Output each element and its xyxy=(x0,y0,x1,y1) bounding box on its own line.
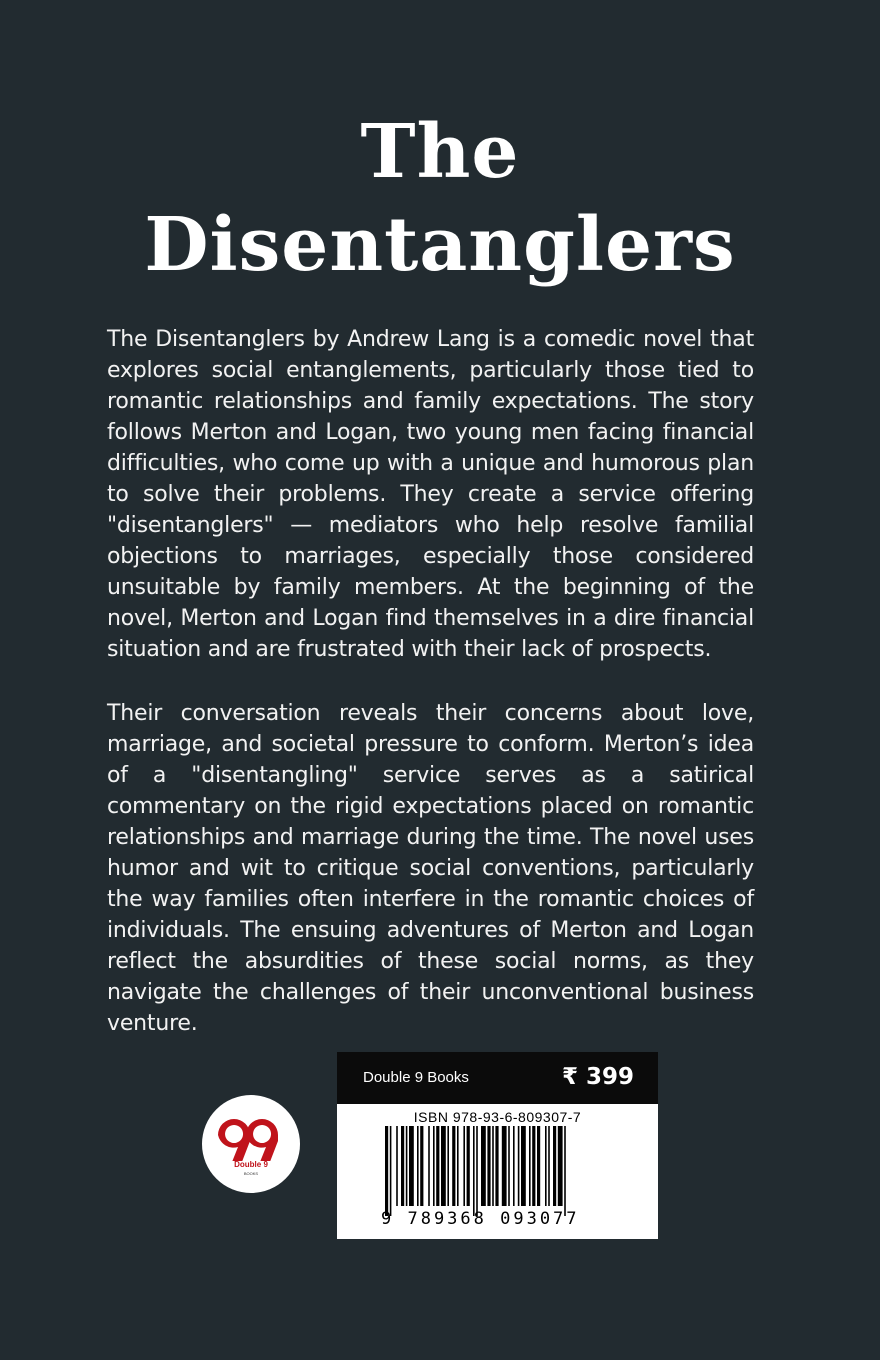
barcode-bar xyxy=(473,1126,475,1216)
publisher-logo xyxy=(202,1095,300,1193)
barcode-bar xyxy=(532,1126,535,1206)
barcode-bar xyxy=(396,1126,398,1206)
barcode-bar xyxy=(467,1126,470,1206)
barcode-bar xyxy=(545,1126,547,1206)
barcode-bar xyxy=(518,1126,520,1206)
barcode-bar xyxy=(441,1126,446,1206)
barcode-bar xyxy=(457,1126,459,1206)
barcode-bar xyxy=(487,1126,490,1206)
barcode-bar xyxy=(428,1126,430,1206)
barcode-bar xyxy=(401,1126,404,1206)
barcode-bar xyxy=(502,1126,507,1206)
barcode-bar xyxy=(436,1126,439,1206)
title-line-2: Disentanglers xyxy=(144,202,736,288)
barcode-bar xyxy=(463,1126,465,1206)
barcode-bar xyxy=(564,1126,566,1216)
barcode-bar xyxy=(409,1126,414,1206)
barcode-bar xyxy=(513,1126,515,1206)
barcode-bar xyxy=(529,1126,531,1206)
barcode-bar xyxy=(385,1126,388,1216)
barcode-bar xyxy=(495,1126,498,1206)
blurb-paragraph-1: The Disentanglers by Andrew Lang is a comedic novel that explores social entanglements, particularly those tied to romantic relationships and family expectations. The story follows Merton and Logan, two young men facing financial difficulties, who come up with a unique and humorous plan to solve their problems. They create a service offering "disentanglers" — mediators who help resolve familial objections to marriages, especially those considered unsuitable by family members. At the beginning of the novel, Merton and Logan find themselves in a dire financial situation and are frustrated with their lack of prospects. xyxy=(107,327,754,662)
barcode-bar xyxy=(553,1126,556,1206)
barcode-bar xyxy=(508,1126,510,1206)
barcode-digits: 9 789368 093077 xyxy=(381,1209,580,1229)
svg-text:BOOKS: BOOKS xyxy=(243,1171,259,1176)
barcode-bar xyxy=(390,1126,392,1216)
double9-books-logo-icon xyxy=(202,1095,300,1193)
barcode-bar xyxy=(447,1126,449,1206)
barcode-bar xyxy=(521,1126,526,1206)
title-line-1: The xyxy=(360,109,520,195)
barcode-bar xyxy=(417,1126,419,1206)
barcode-bar xyxy=(548,1126,550,1206)
barcode-bar xyxy=(492,1126,494,1206)
barcode-bar xyxy=(433,1126,435,1206)
barcode-bar xyxy=(476,1126,478,1216)
barcode-bar xyxy=(452,1126,455,1206)
barcode-bar xyxy=(481,1126,486,1206)
svg-text:Double 9: Double 9 xyxy=(234,1160,268,1169)
isbn-label: ISBN 978-93-6-809307-7 xyxy=(413,1109,582,1125)
barcode-bar xyxy=(420,1126,423,1206)
publisher-name: Double 9 Books xyxy=(363,1069,469,1086)
barcode-panel xyxy=(337,1052,658,1239)
barcode-bar xyxy=(537,1126,540,1206)
barcode-bar xyxy=(406,1126,408,1206)
barcode-header xyxy=(337,1052,658,1104)
price-label: ₹ 399 xyxy=(561,1064,634,1090)
barcode-bars xyxy=(385,1126,613,1216)
barcode-bar xyxy=(558,1126,563,1206)
blurb-paragraph-2: Their conversation reveals their concerns about love, marriage, and societal pressure to conform. Merton’s idea of a "disentangling" service serves as a satirical commentary on the rigid expectations placed on romantic relationships and marriage during the time. The novel uses humor and wit to critique social conventions, particularly the way families often interfere in the romantic choices of individuals. The ensuing adventures of Merton and Logan reflect the absurdities of these social norms, as they navigate the challenges of their unconventional business venture. xyxy=(107,701,754,1036)
